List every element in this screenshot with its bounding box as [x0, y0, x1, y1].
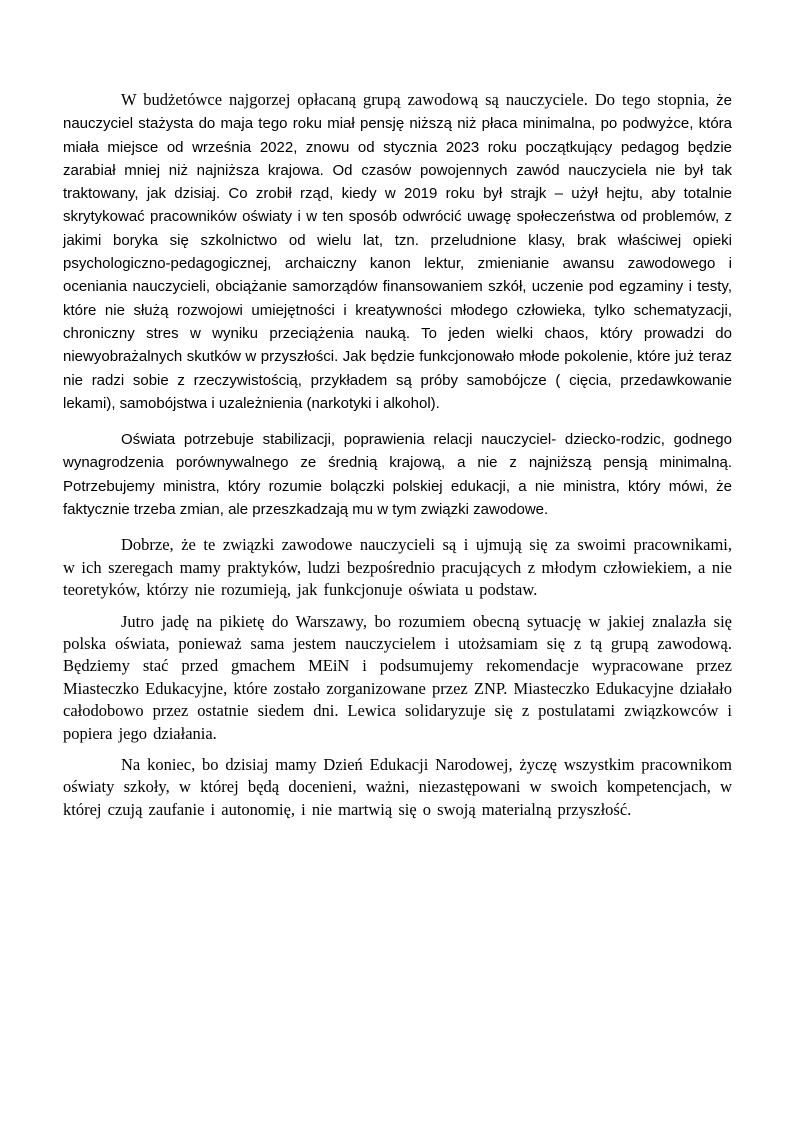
paragraph-4 — [63, 611, 732, 745]
paragraph-1-text-run-sans: że nauczyciel stażysta do maja tego roku miał pensję niższą niż płaca minimalna, po podwyżce, która miała miejsce od września 2022, znowu od stycznia 2023 roku początkujący pedagog będzie zarabiał mniej niż najniższa krajowa. Od czasów powojennych zawód nauczyciela nie był tak traktowany, jak dzisiaj. Co zrobił rząd, kiedy w 2019 roku był strajk – użył hejtu, aby totalnie skrytykować pracowników oświaty i w ten sposób odwrócić uwagę społeczeństwa od problemów, z jakimi boryka się szkolnictwo od wielu lat, tzn. przeludnione klasy, brak właściwej opieki psychologiczno-pedagogicznej, archaiczny kanon lektur, zmienianie awansu zawodowego i oceniania nauczycieli, obciążanie samorządów finansowaniem szkół, uczenie pod egzaminy i testy, które nie służą rozwojowi umiejętności i kreatywności młodego człowieka, tylko schematyzacji, chroniczny stres w wyniku przeciążenia nauką. To jeden wielki chaos, który prowadzi do niewyobrażalnych skutków w przyszłości. Jak będzie funkcjonowało młode pokolenie, które już teraz nie radzi sobie z rzeczywistością, przykładem są próby samobójcze ( cięcia, przedawkowanie lekami), samobójstwa i uzależnienia (narkotyki i alkohol). — [63, 92, 732, 412]
paragraph-5 — [63, 754, 732, 821]
paragraph-2-text: Oświata potrzebuje stabilizacji, poprawienia relacji nauczyciel- dziecko-rodzic, godnego wynagrodzenia porównywalnego ze średnią krajową, a nie z najniższą pensją minimalną. Potrzebujemy ministra, który rozumie bolączki polskiej edukacji, a nie ministra, który mówi, że faktycznie trzeba zmian, ale przeszkadzają mu w tym związki zawodowe. — [63, 431, 732, 519]
paragraph-3 — [63, 534, 732, 601]
paragraph-3-text: Dobrze, że te związki zawodowe nauczycieli są i ujmują się za swoimi pracownikami, w ich szeregach mamy praktyków, ludzi bezpośrednio pracujących z młodym człowiekiem, a nie teoretyków, którzy nie rozumieją, jak funkcjonuje oświata u podstaw. — [63, 535, 732, 600]
paragraph-5-text: Na koniec, bo dzisiaj mamy Dzień Edukacji Narodowej, życzę wszystkim pracownikom oświaty szkoły, w której będą docenieni, ważni, niezastępowani w swoich kompetencjach, w której czują zaufanie i autonomię, i nie martwią się o swoją materialną przyszłość. — [63, 755, 732, 819]
paragraph-4-text: Jutro jadę na pikietę do Warszawy, bo rozumiem obecną sytuację w jakiej znalazła się polska oświata, ponieważ sama jestem nauczycielem i utożsamiam się z tą grupą zawodową. Będziemy stać przed gmachem MEiN i podsumujemy rekomendacje wypracowane przez Miasteczko Edukacyjne, które zostało zorganizowane przez ZNP. Miasteczko Edukacyjne działało całodobowo przez ostatnie siedem dni. Lewica solidaryzuje się z postulatami związkowców i popiera jego działania. — [63, 611, 732, 743]
paragraph-1-text-run-serif: W budżetówce najgorzej opłacaną grupą zawodową są nauczyciele. Do tego stopnia, — [121, 90, 717, 109]
paragraph-2 — [63, 428, 732, 521]
paragraph-1 — [63, 88, 732, 415]
